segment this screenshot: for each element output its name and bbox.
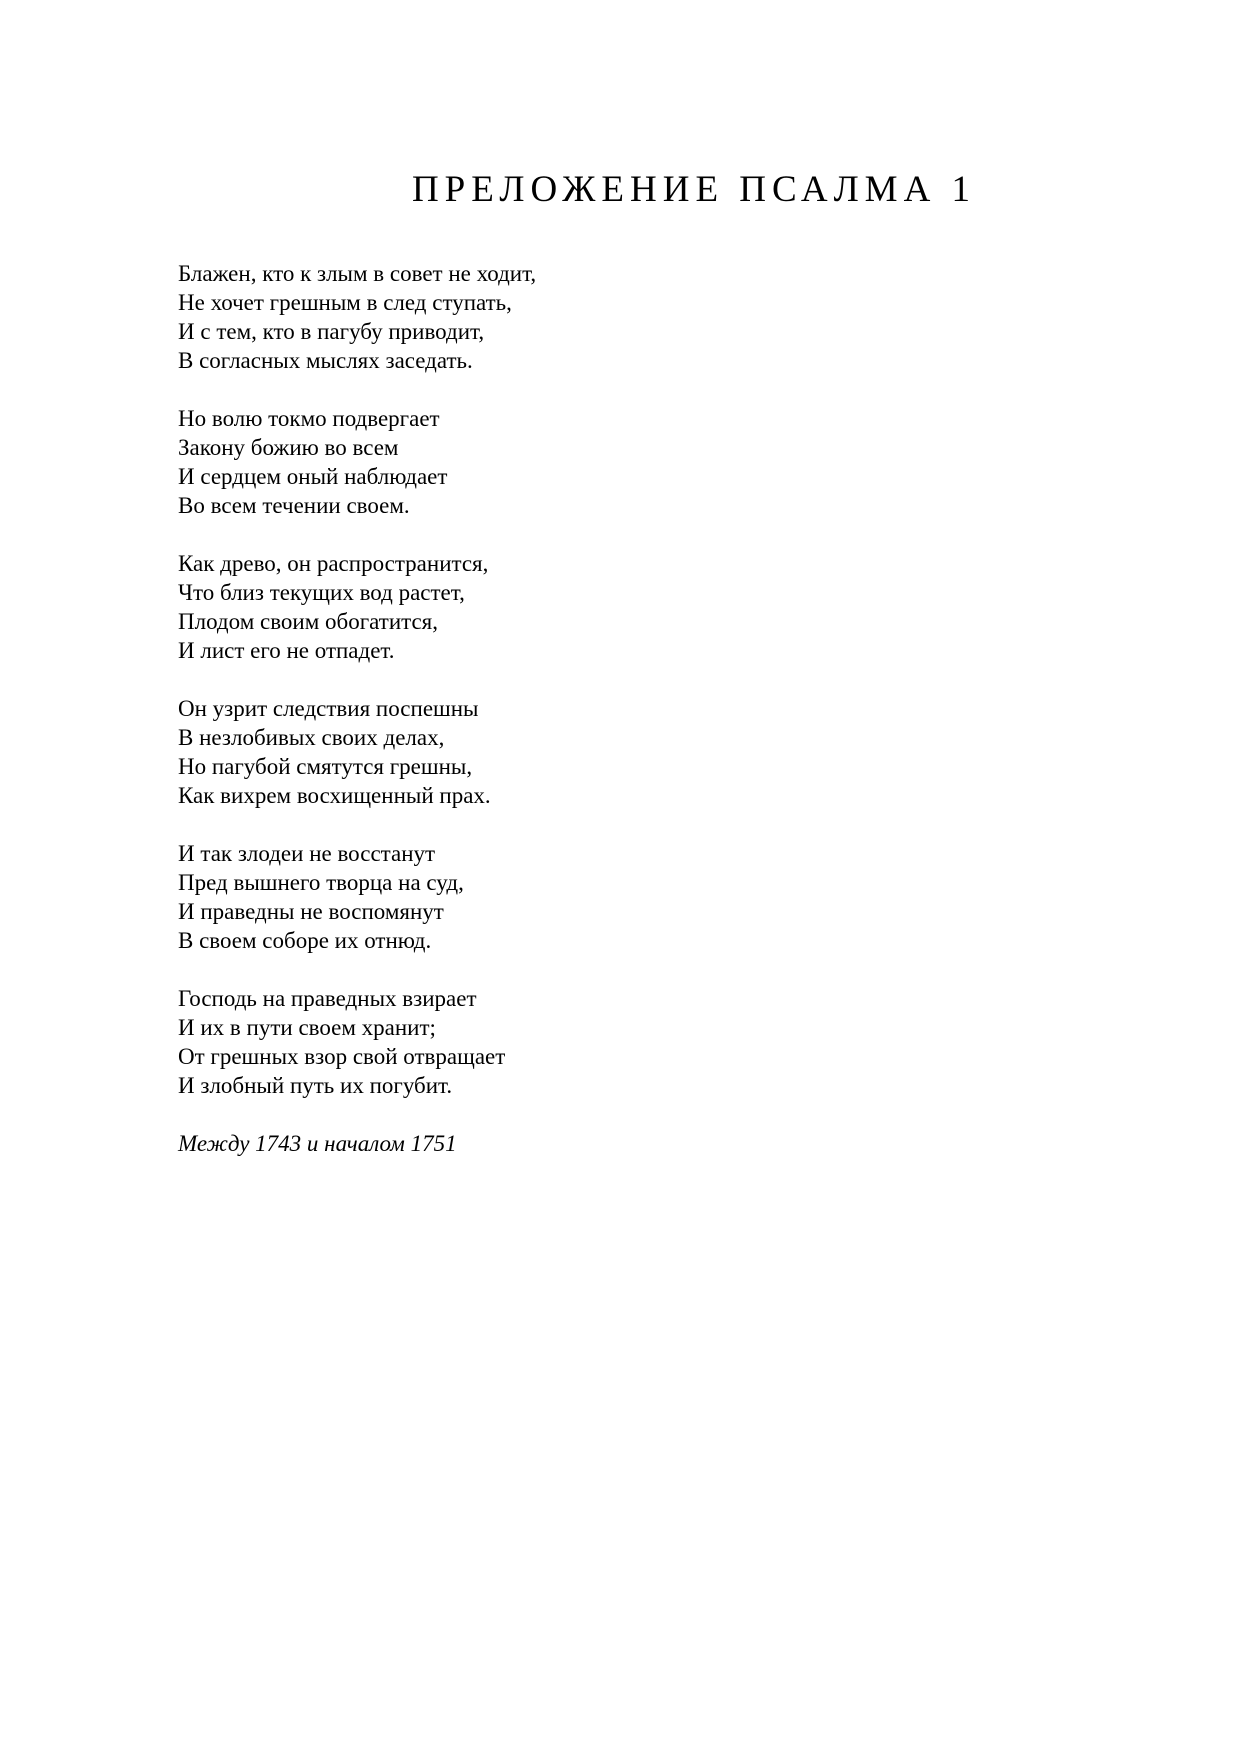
poem-line: И так злодеи не восстанут: [178, 841, 436, 866]
poem-line: Как древо, он распространится,: [178, 551, 489, 576]
poem-line: И праведны не воспомянут: [178, 899, 444, 924]
poem-line: Плодом своим обогатится,: [178, 609, 438, 634]
stanza-1: [178, 259, 1078, 375]
poem-line: И их в пути своем хранит;: [178, 1015, 436, 1040]
stanza-3: [178, 549, 1078, 665]
poem-body: [178, 259, 1078, 1158]
poem-line: В согласных мыслях заседать.: [178, 348, 473, 373]
poem-line: Что близ текущих вод растет,: [178, 580, 465, 605]
poem-line: Как вихрем восхищенный прах.: [178, 783, 491, 808]
poem-title: ПРЕЛОЖЕНИЕ ПСАЛМА 1: [411, 169, 977, 210]
stanza-6: [178, 984, 1078, 1100]
poem-line: Закону божию во всем: [178, 435, 399, 460]
poem-line: И сердцем оный наблюдает: [178, 464, 448, 489]
poem-line: И злобный путь их погубит.: [178, 1073, 453, 1098]
poem-line: Он узрит следствия поспешны: [178, 696, 479, 721]
poem-line: В своем соборе их отнюд.: [178, 928, 432, 953]
poem-date: Между 1743 и началом 1751: [178, 1131, 457, 1156]
poem-line: Но пагубой смятутся грешны,: [178, 754, 473, 779]
stanza-5: [178, 839, 1078, 955]
poem-line: Но волю токмо подвергает: [178, 406, 440, 431]
stanza-4: [178, 694, 1078, 810]
poem-line: От грешных взор свой отвращает: [178, 1044, 506, 1069]
poem-line: Блажен, кто к злым в совет не ходит,: [178, 261, 537, 286]
poem-line: В незлобивых своих делах,: [178, 725, 445, 750]
poem-line: Господь на праведных взирает: [178, 986, 477, 1011]
poem-line: И с тем, кто в пагубу приводит,: [178, 319, 485, 344]
poem-line: И лист его не отпадет.: [178, 638, 395, 663]
poem-line: Не хочет грешным в след ступать,: [178, 290, 512, 315]
poem-line: Пред вышнего творца на суд,: [178, 870, 464, 895]
poem-line: Во всем течении своем.: [178, 493, 410, 518]
stanza-2: [178, 404, 1078, 520]
